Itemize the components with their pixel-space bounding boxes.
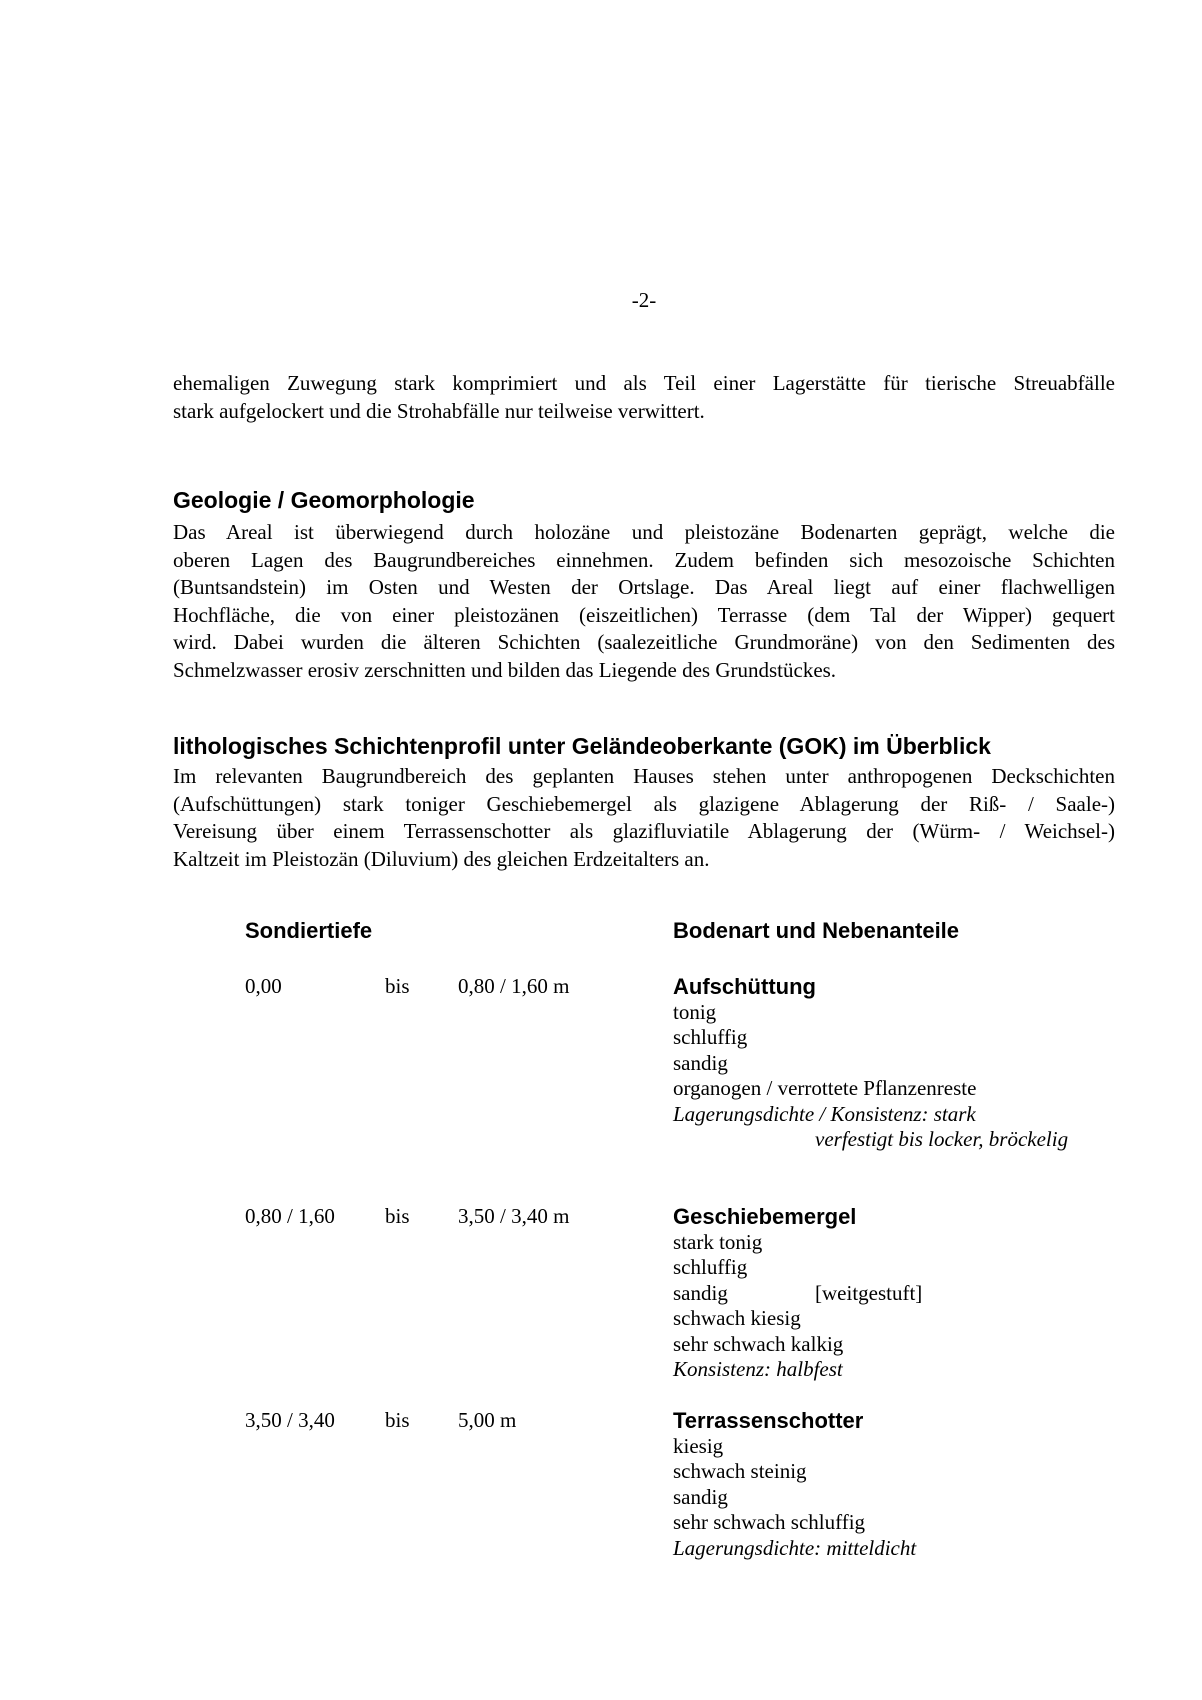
soil-description: [673, 974, 1115, 1153]
soil-note: Lagerungsdichte: mitteldicht: [673, 1535, 917, 1560]
text-line: ehemaligen Zuwegung stark komprimiert und als Teil einer Lagerstätte für tierische Streuabfälle: [173, 371, 1115, 395]
soil-type: Geschiebemergel: [673, 1204, 857, 1229]
depth-from: 0,80 / 1,60: [245, 1204, 335, 1228]
soil-attribute-with-bracket: [673, 1281, 1115, 1307]
profile-row-geschiebemergel: [173, 1204, 1115, 1383]
table-header-sondiertiefe: Sondiertiefe: [245, 918, 373, 943]
text-line: Hochfläche, die von einer pleistozänen (eiszeitlichen) Terrasse (dem Tal der Wipper) gequert: [173, 602, 1115, 627]
text-line: Das Areal ist überwiegend durch holozäne und pleistozäne Bodenarten geprägt, welche die: [173, 520, 1115, 544]
text-line: Kaltzeit im Pleistozän (Diluvium) des gleichen Erdzeitalters an.: [173, 846, 710, 871]
intro-paragraph: [173, 370, 1115, 425]
depth-from: 3,50 / 3,40: [245, 1408, 335, 1432]
soil-type: Aufschüttung: [673, 974, 816, 999]
text-line: wird. Dabei wurden die älteren Schichten (saalezeitliche Grundmoräne) von den Sedimenten des: [173, 630, 1115, 654]
section-heading-geologie: Geologie / Geomorphologie: [173, 487, 475, 513]
depth-to: 0,80 / 1,60 m: [458, 974, 570, 998]
soil-attribute: kiesig: [673, 1433, 724, 1458]
soil-description: [673, 1204, 1115, 1383]
depth-to: 3,50 / 3,40 m: [458, 1204, 570, 1228]
depth-connector: bis: [385, 974, 410, 998]
text-line: Schmelzwasser erosiv zerschnitten und bilden das Liegende des Grundstückes.: [173, 657, 837, 682]
soil-attribute: tonig: [673, 999, 717, 1024]
soil-attribute: sandig: [673, 1280, 728, 1305]
soil-attribute: schluffig: [673, 1255, 748, 1279]
geologie-paragraph: [173, 519, 1115, 684]
soil-attribute: schluffig: [673, 1025, 748, 1049]
litho-paragraph: [173, 763, 1115, 873]
text-line: Vereisung über einem Terrassenschotter als glazifluviatile Ablagerung der (Würm- / Weichsel-): [173, 819, 1115, 843]
text-line: stark aufgelockert und die Strohabfälle nur teilweise verwittert.: [173, 398, 705, 423]
soil-attribute: sandig: [673, 1050, 728, 1075]
soil-type: Terrassenschotter: [673, 1408, 864, 1433]
soil-attribute: sandig: [673, 1484, 728, 1509]
depth-to: 5,00 m: [458, 1408, 517, 1432]
profile-row-terrassenschotter: [173, 1408, 1115, 1561]
table-header-row: [173, 918, 1115, 946]
soil-attribute: sehr schwach schluffig: [673, 1510, 866, 1534]
soil-attribute: sehr schwach kalkig: [673, 1331, 844, 1356]
soil-note: Konsistenz: halbfest: [673, 1357, 843, 1381]
soil-note: Lagerungsdichte / Konsistenz: stark: [673, 1101, 976, 1126]
page-number: -2-: [631, 288, 657, 312]
text-line: oberen Lagen des Baugrundbereiches einnehmen. Zudem befinden sich mesozoische Schichten: [173, 547, 1115, 572]
text-line: (Aufschüttungen) stark toniger Geschiebemergel als glazigene Ablagerung der Riß- / Saale-): [173, 791, 1115, 816]
table-header-bodenart: Bodenart und Nebenanteile: [673, 918, 960, 943]
soil-attribute: schwach kiesig: [673, 1306, 801, 1330]
section-heading-litho: lithologisches Schichtenprofil unter Geländeoberkante (GOK) im Überblick: [173, 733, 991, 759]
profile-row-aufschuettung: [173, 974, 1115, 1153]
soil-attribute: stark tonig: [673, 1229, 763, 1254]
soil-description: [673, 1408, 1115, 1561]
soil-note-continued: verfestigt bis locker, bröckelig: [815, 1127, 1069, 1151]
soil-attribute: schwach steinig: [673, 1459, 807, 1483]
text-line: Im relevanten Baugrundbereich des geplanten Hauses stehen unter anthropogenen Deckschichten: [173, 764, 1115, 788]
text-line: (Buntsandstein) im Osten und Westen der Ortslage. Das Areal liegt auf einer flachwelligen: [173, 575, 1115, 599]
depth-from: 0,00: [245, 974, 282, 998]
soil-attribute: organogen / verrottete Pflanzenreste: [673, 1076, 977, 1100]
depth-connector: bis: [385, 1204, 410, 1228]
depth-connector: bis: [385, 1408, 410, 1432]
gradation-bracket: [weitgestuft]: [815, 1280, 923, 1305]
